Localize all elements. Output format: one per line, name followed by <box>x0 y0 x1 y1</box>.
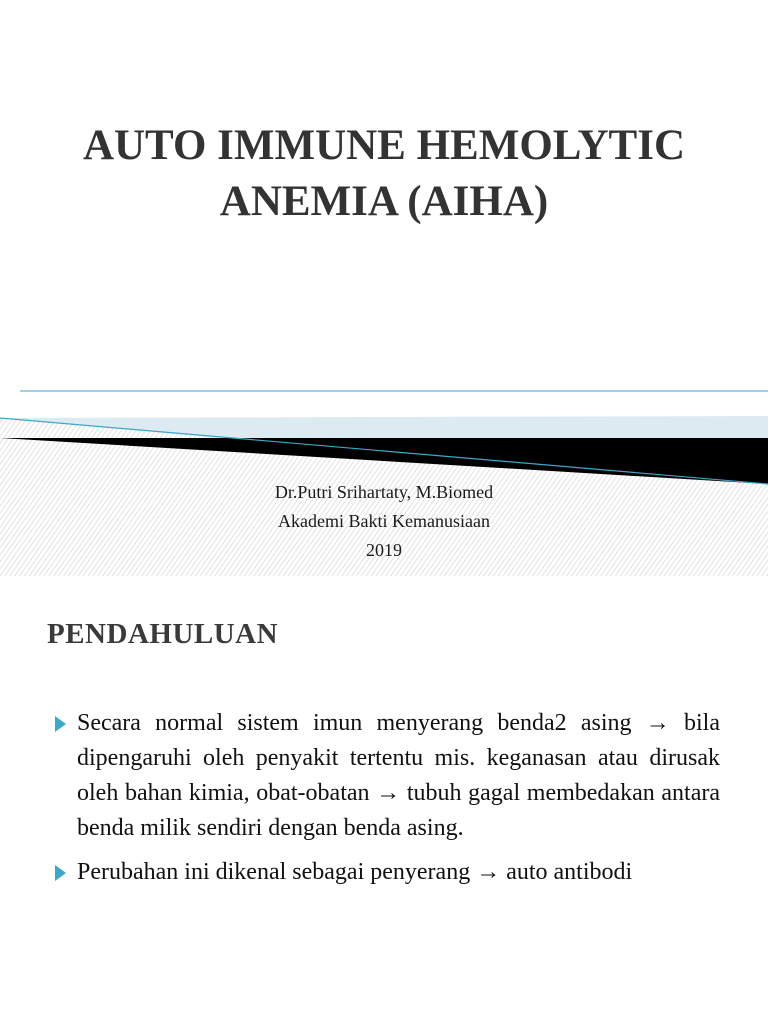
author-name: Dr.Putri Srihartaty, M.Biomed <box>274 482 494 502</box>
section-heading: PENDAHULUAN <box>47 618 279 650</box>
subtitle-block <box>84 478 684 565</box>
bullet-item <box>50 855 720 890</box>
triangle-bullet-icon <box>55 865 66 881</box>
triangle-bullet-icon <box>55 716 66 732</box>
bullet-item <box>50 706 720 846</box>
institution-name: Akademi Bakti Kemanusiaan <box>278 511 490 531</box>
presentation-year: 2019 <box>366 540 402 560</box>
title-line-2: ANEMIA (AIHA) <box>219 178 549 225</box>
slide-title <box>20 118 748 230</box>
bullet-text: Perubahan ini dikenal sebagai penyerang → auto antibodi <box>77 859 633 885</box>
bullet-list <box>50 706 720 899</box>
title-line-1: AUTO IMMUNE HEMOLYTIC <box>82 122 686 169</box>
content-slide <box>0 576 768 1024</box>
bullet-text: Secara normal sistem imun menyerang benda2 asing → bila dipengaruhi oleh penyakit tertentu mis. keganasan atau dirusak oleh bahan kimia, obat-obatan → tubuh gagal membedakan antara benda milik sendiri dengan benda asing. <box>77 710 720 841</box>
